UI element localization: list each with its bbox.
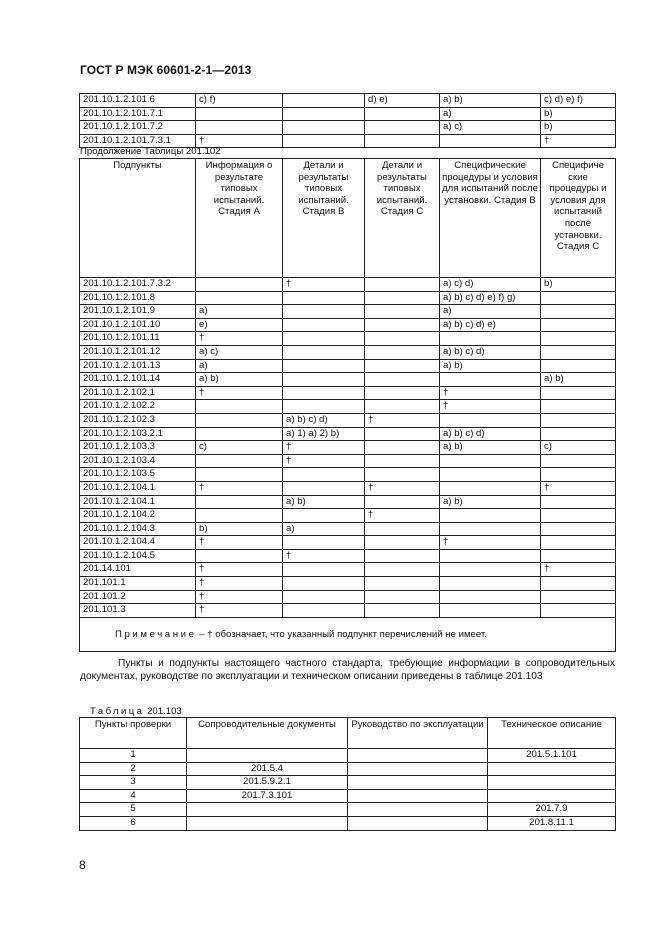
- table-cell: [348, 803, 488, 817]
- table-cell: [541, 318, 616, 332]
- table-cell: [283, 359, 365, 373]
- row-label-cell: 3: [80, 776, 187, 790]
- table-cell: [541, 305, 616, 319]
- table-cell: [365, 386, 440, 400]
- table-cell: [348, 776, 488, 790]
- table-cell: †: [365, 481, 440, 495]
- row-label-cell: 201.10.1.2.101.8: [80, 291, 196, 305]
- table-cell: [541, 549, 616, 563]
- table-row: [80, 803, 616, 817]
- table-cell: [365, 577, 440, 591]
- table-cell: [187, 749, 348, 763]
- table-cell: †: [541, 481, 616, 495]
- table-cell: [283, 509, 365, 523]
- row-label-cell: 201.10.1.2.103.3: [80, 441, 196, 455]
- row-label-cell: 201.101.1: [80, 577, 196, 591]
- table-row: [80, 427, 616, 441]
- table-cell: 201.8.11.1: [488, 816, 616, 830]
- table-cell: †: [283, 454, 365, 468]
- table-cell: [541, 468, 616, 482]
- note-label: Примечание: [115, 628, 197, 640]
- table-cell: a) b) c) d): [440, 427, 541, 441]
- table-cell: [196, 291, 283, 305]
- row-label-cell: 5: [80, 803, 187, 817]
- table-cell: †: [283, 549, 365, 563]
- row-label-cell: 201.101.3: [80, 604, 196, 618]
- table-cell: b): [541, 278, 616, 292]
- table-cell: [365, 305, 440, 319]
- table-cell: [283, 468, 365, 482]
- table-cell: †: [365, 413, 440, 427]
- table-cell: [283, 94, 365, 108]
- table-cell: [283, 400, 365, 414]
- table-cell: [365, 134, 440, 148]
- header-subclauses: Подпункты: [80, 159, 196, 278]
- row-label-cell: 201.10.1.2.103.5: [80, 468, 196, 482]
- table-cell: [541, 332, 616, 346]
- table-cell: [541, 386, 616, 400]
- table-cell: a) c): [196, 345, 283, 359]
- table-row: [80, 749, 616, 763]
- table-cell: [365, 441, 440, 455]
- row-label-cell: 201.10.1.2.104.5: [80, 549, 196, 563]
- table-cell: †: [440, 386, 541, 400]
- table-cell: [283, 134, 365, 148]
- table-cell: a) b): [440, 441, 541, 455]
- table-cell: [283, 604, 365, 618]
- table-cell: †: [541, 134, 616, 148]
- table-row: [80, 291, 616, 305]
- row-label-cell: 201.14.101: [80, 563, 196, 577]
- table-cell: a) b): [440, 495, 541, 509]
- row-label-cell: 201.10.1.2.104.2: [80, 509, 196, 523]
- table-continuation-label: Продолжение Таблицы 201.102: [80, 146, 221, 157]
- table-cell: [365, 318, 440, 332]
- table-row: [80, 776, 616, 790]
- table-cell: a): [440, 305, 541, 319]
- table-row: [80, 522, 616, 536]
- table-row: [80, 345, 616, 359]
- table-cell: 201.5.1.101: [488, 749, 616, 763]
- table-cell: [541, 413, 616, 427]
- table-cell: d) e): [365, 94, 440, 108]
- table-cell: [440, 549, 541, 563]
- header-procedures-stage-b: Специфические процедуры и условия для испытаний после установки. Стадия В: [440, 159, 541, 278]
- table-row: [80, 549, 616, 563]
- table-cell: [283, 386, 365, 400]
- table-cell: c): [541, 441, 616, 455]
- table-cell: [440, 563, 541, 577]
- table-cell: 201.5.9.2.1: [187, 776, 348, 790]
- table-cell: [541, 427, 616, 441]
- table-cell: [440, 481, 541, 495]
- table-row: [80, 577, 616, 591]
- table-row: [80, 305, 616, 319]
- table-cell: [440, 134, 541, 148]
- table-cell: [365, 495, 440, 509]
- table-cell: [440, 468, 541, 482]
- table-cell: [541, 590, 616, 604]
- table-cell: [196, 509, 283, 523]
- table-cell: [196, 549, 283, 563]
- table-cell: †: [283, 441, 365, 455]
- table-cell: †: [196, 386, 283, 400]
- table-cell: c) d) e) f): [541, 94, 616, 108]
- table-cell: 201.5.4: [187, 762, 348, 776]
- table-cell: [541, 400, 616, 414]
- table-cell: [365, 345, 440, 359]
- table-cell: [283, 481, 365, 495]
- note-dash: –: [199, 628, 205, 640]
- table-row: [80, 536, 616, 550]
- row-label-cell: 201.10.1.2.102.1: [80, 386, 196, 400]
- table-cell: [365, 563, 440, 577]
- table-cell: [365, 590, 440, 604]
- table-cell: b): [196, 522, 283, 536]
- table-row: [80, 590, 616, 604]
- row-label-cell: 201.10.1.2.101.7.1: [80, 107, 196, 121]
- table-row: [80, 468, 616, 482]
- table-cell: b): [541, 121, 616, 135]
- row-label-cell: 6: [80, 816, 187, 830]
- table-cell: †: [440, 536, 541, 550]
- table-201-102: [79, 158, 616, 652]
- table-cell: [348, 762, 488, 776]
- row-label-cell: 201.10.1.2.103.2.1: [80, 427, 196, 441]
- table-cell: [365, 604, 440, 618]
- table-cell: [541, 291, 616, 305]
- table-cell: [440, 373, 541, 387]
- row-label-cell: 201.10.1.2.101.13: [80, 359, 196, 373]
- table-cell: a): [196, 305, 283, 319]
- table-cell: a): [440, 107, 541, 121]
- table-cell: [440, 413, 541, 427]
- table-cell: [283, 563, 365, 577]
- table-cell: [488, 776, 616, 790]
- table-201-103-caption: [90, 706, 182, 717]
- row-label-cell: 201.10.1.2.101.14: [80, 373, 196, 387]
- table-row: [80, 373, 616, 387]
- table-row: [80, 604, 616, 618]
- table-cell: [365, 121, 440, 135]
- table-cell: a) b) c) d): [440, 345, 541, 359]
- table-row: [80, 413, 616, 427]
- table-row: [80, 332, 616, 346]
- header-info-stage-a: Информация о результате типовых испытаний. Стадия А: [196, 159, 283, 278]
- table-cell: [365, 400, 440, 414]
- note-row: [80, 617, 616, 651]
- caption-word: Таблица: [90, 706, 145, 717]
- table-cell: c): [196, 441, 283, 455]
- table-cell: [541, 536, 616, 550]
- table-cell: [283, 121, 365, 135]
- table-cell: [440, 332, 541, 346]
- table-row: [80, 94, 616, 108]
- table-cell: a) c): [440, 121, 541, 135]
- table-cell: [365, 359, 440, 373]
- row-label-cell: 201.10.1.2.104.1: [80, 495, 196, 509]
- row-label-cell: 201.10.1.2.104.4: [80, 536, 196, 550]
- table-cell: a) b) c) d) e): [440, 318, 541, 332]
- table-cell: [283, 332, 365, 346]
- table-cell: [365, 278, 440, 292]
- header-accompanying-docs: Сопроводительные документы: [187, 718, 348, 749]
- table-row: [80, 121, 616, 135]
- table-cell: [365, 427, 440, 441]
- table-cell: [541, 522, 616, 536]
- table-cell: [283, 345, 365, 359]
- table-cell: [283, 107, 365, 121]
- row-label-cell: 2: [80, 762, 187, 776]
- row-label-cell: 201.10.1.2.104.3: [80, 522, 196, 536]
- table-cell: [440, 509, 541, 523]
- table-cell: [440, 522, 541, 536]
- table-cell: a) b): [440, 94, 541, 108]
- table-note: [80, 617, 616, 651]
- table-cell: [187, 816, 348, 830]
- header-details-stage-b: Детали и результаты типовых испытаний. Стадия В: [283, 159, 365, 278]
- header-check-items: Пункты проверки: [80, 718, 187, 749]
- table-header-row: [80, 159, 616, 278]
- table-cell: [541, 509, 616, 523]
- table-cell: [365, 468, 440, 482]
- table-cell: [365, 332, 440, 346]
- table-201-103: [79, 717, 616, 831]
- row-label-cell: 4: [80, 789, 187, 803]
- table-201-102-top-rows: [79, 93, 616, 148]
- table-cell: [283, 373, 365, 387]
- table-cell: a): [283, 522, 365, 536]
- table-cell: [488, 789, 616, 803]
- table-row: [80, 789, 616, 803]
- table-row: [80, 359, 616, 373]
- header-technical-description: Техническое описание: [488, 718, 616, 749]
- table-cell: [196, 400, 283, 414]
- table-cell: a) b) c) d): [283, 413, 365, 427]
- table-row: [80, 386, 616, 400]
- document-header-title: ГОСТ Р МЭК 60601-2-1—2013: [80, 63, 252, 77]
- table-row: [80, 495, 616, 509]
- table-cell: e): [196, 318, 283, 332]
- table-cell: [283, 577, 365, 591]
- header-operation-manual: Руководство по эксплуатации: [348, 718, 488, 749]
- table-cell: †: [196, 332, 283, 346]
- table-cell: [196, 121, 283, 135]
- table-row: [80, 278, 616, 292]
- row-label-cell: 201.10.1.2.103.4: [80, 454, 196, 468]
- table-cell: †: [440, 400, 541, 414]
- table-cell: [440, 590, 541, 604]
- table-cell: [196, 495, 283, 509]
- row-label-cell: 201.101.2: [80, 590, 196, 604]
- table-row: [80, 454, 616, 468]
- table-cell: †: [541, 563, 616, 577]
- table-cell: [283, 305, 365, 319]
- table-cell: [541, 495, 616, 509]
- table-cell: [283, 291, 365, 305]
- table-cell: [541, 604, 616, 618]
- table-cell: †: [196, 536, 283, 550]
- table-cell: [196, 278, 283, 292]
- table-row: [80, 509, 616, 523]
- table-row: [80, 481, 616, 495]
- table-cell: b): [541, 107, 616, 121]
- table-cell: [196, 454, 283, 468]
- header-procedures-stage-c: Специфиче ские процедуры и условия для испытаний после установки. Стадия С: [541, 159, 616, 278]
- table-cell: [187, 803, 348, 817]
- note-text: † обозначает, что указанный подпункт перечислений не имеет.: [207, 628, 487, 640]
- row-label-cell: 201.10.1.2.101.11: [80, 332, 196, 346]
- table-cell: †: [196, 577, 283, 591]
- row-label-cell: 201.10.1.2.102.3: [80, 413, 196, 427]
- table-cell: a) b): [440, 359, 541, 373]
- table-cell: [196, 427, 283, 441]
- table-cell: [541, 345, 616, 359]
- table-cell: a): [196, 359, 283, 373]
- row-label-cell: 201.10.1.2.102.2: [80, 400, 196, 414]
- table-row: [80, 107, 616, 121]
- row-label-cell: 1: [80, 749, 187, 763]
- table-cell: [365, 536, 440, 550]
- row-label-cell: 201.10.1.2.101.10: [80, 318, 196, 332]
- table-row: [80, 816, 616, 830]
- caption-number: 201.103: [147, 706, 182, 717]
- table-cell: [440, 604, 541, 618]
- table-cell: [365, 107, 440, 121]
- table-cell: [541, 577, 616, 591]
- table-cell: [365, 454, 440, 468]
- row-label-cell: 201.10.1.2.101.9: [80, 305, 196, 319]
- table-row: [80, 318, 616, 332]
- table-row: [80, 762, 616, 776]
- table-header-row: [80, 718, 616, 749]
- table-cell: 201.7.9: [488, 803, 616, 817]
- table-cell: 201.7.3.101: [187, 789, 348, 803]
- table-cell: [365, 291, 440, 305]
- table-row: [80, 400, 616, 414]
- table-cell: [440, 454, 541, 468]
- table-cell: a) c) d): [440, 278, 541, 292]
- row-label-cell: 201.10.1.2.101.12: [80, 345, 196, 359]
- table-cell: a) b): [196, 373, 283, 387]
- table-cell: †: [283, 278, 365, 292]
- body-paragraph: Пункты и подпункты настоящего частного стандарта, требующие информации в сопроводительных документах, руководстве по эксплуатации и техническом описании приведены в таблице 201.103: [80, 658, 615, 682]
- table-cell: [283, 318, 365, 332]
- row-label-cell: 201.10.1.2.101.7.2: [80, 121, 196, 135]
- row-label-cell: 201.10.1.2.101.7.3.2: [80, 278, 196, 292]
- table-cell: †: [365, 509, 440, 523]
- table-cell: †: [196, 590, 283, 604]
- row-label-cell: 201.10.1.2.101.7.3.1: [80, 134, 196, 148]
- table-cell: †: [196, 134, 283, 148]
- table-cell: [283, 590, 365, 604]
- table-cell: †: [196, 563, 283, 577]
- table-cell: [541, 454, 616, 468]
- table-cell: [348, 789, 488, 803]
- table-cell: [196, 468, 283, 482]
- page-number: 8: [79, 858, 86, 872]
- table-cell: [365, 373, 440, 387]
- table-cell: [348, 816, 488, 830]
- table-cell: [283, 536, 365, 550]
- header-details-stage-c: Детали и результаты типовых испытаний. Стадия С: [365, 159, 440, 278]
- table-cell: c) f): [196, 94, 283, 108]
- table-cell: [365, 522, 440, 536]
- table-cell: [196, 413, 283, 427]
- table-cell: a) b) c) d) e) f) g): [440, 291, 541, 305]
- table-cell: a) 1) a) 2) b): [283, 427, 365, 441]
- table-row: [80, 441, 616, 455]
- table-cell: a) b): [283, 495, 365, 509]
- table-cell: [196, 107, 283, 121]
- table-cell: [365, 549, 440, 563]
- table-cell: [440, 577, 541, 591]
- row-label-cell: 201.10.1.2.101.6: [80, 94, 196, 108]
- table-cell: [541, 359, 616, 373]
- table-cell: †: [196, 481, 283, 495]
- table-cell: [348, 749, 488, 763]
- table-row: [80, 563, 616, 577]
- table-cell: †: [196, 604, 283, 618]
- table-cell: a) b): [541, 373, 616, 387]
- row-label-cell: 201.10.1.2.104.1: [80, 481, 196, 495]
- table-cell: [488, 762, 616, 776]
